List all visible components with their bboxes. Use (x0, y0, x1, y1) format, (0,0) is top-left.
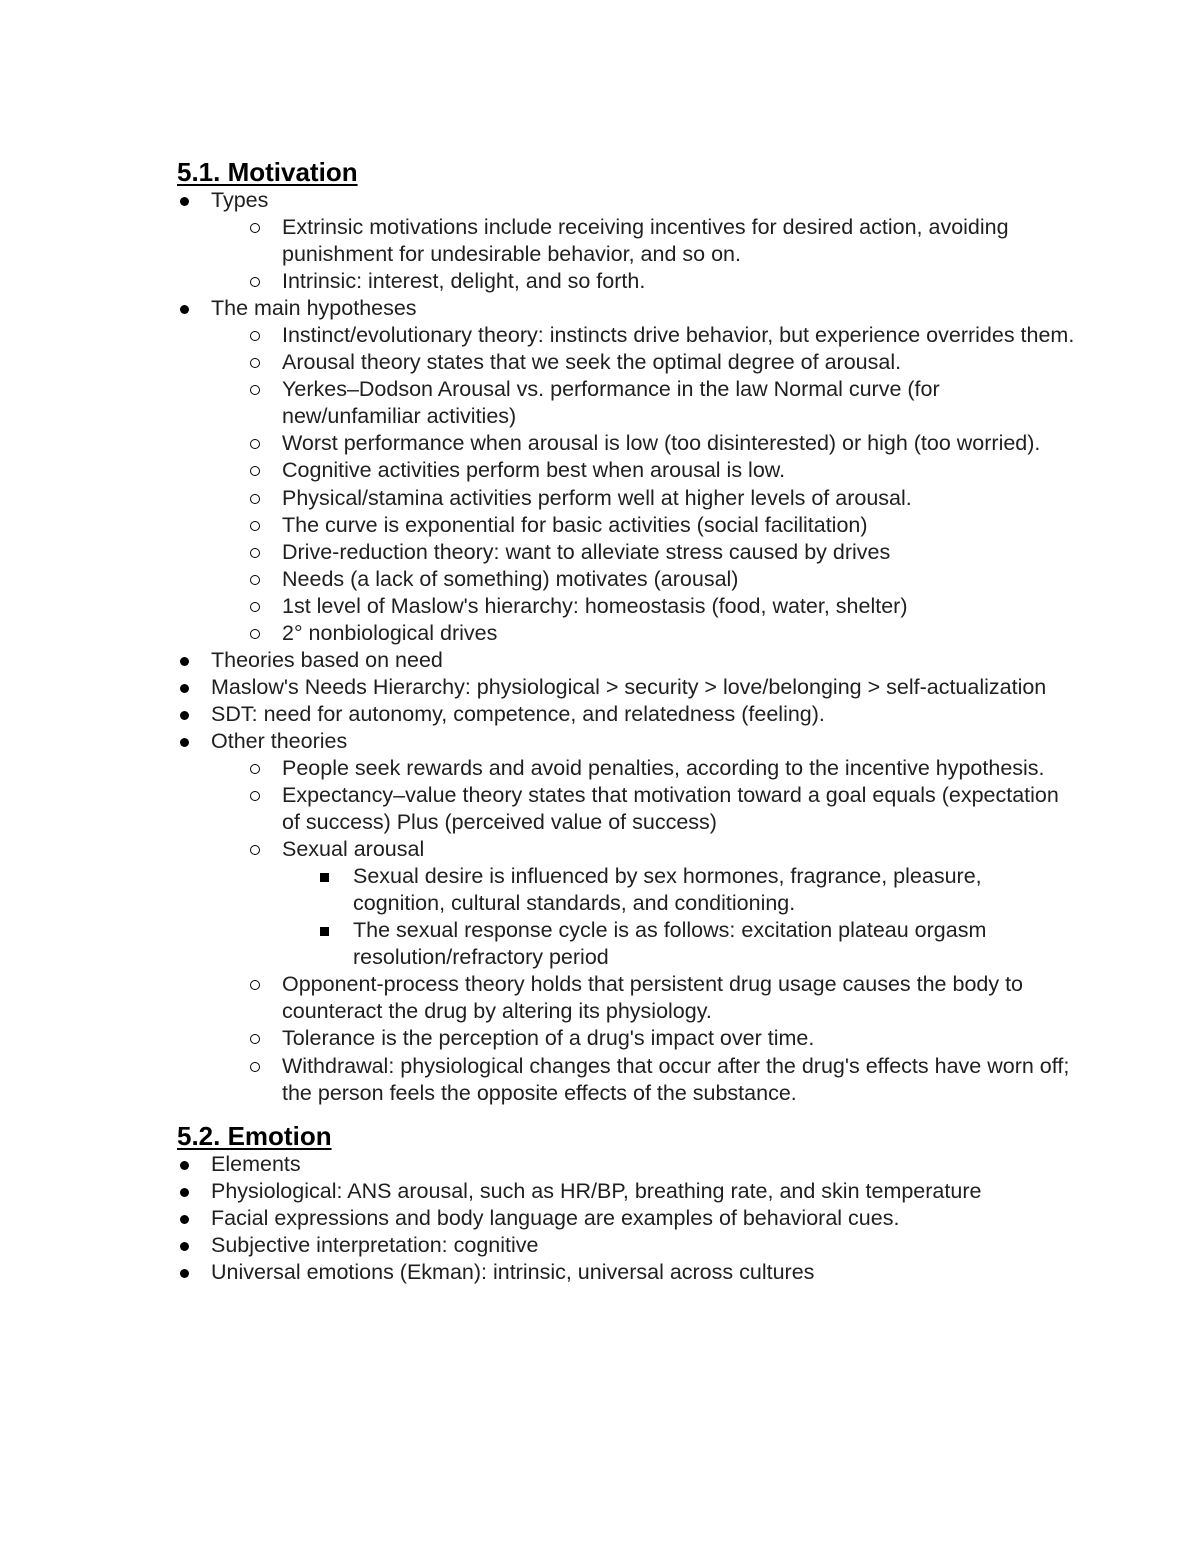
list-item: Needs (a lack of something) motivates (arousal) (177, 566, 1077, 593)
bullet-circle-icon (250, 223, 260, 233)
section-emotion (177, 1121, 1077, 1286)
bullet-circle-icon (250, 1062, 260, 1072)
bullet-circle-icon (250, 331, 260, 341)
list-item: Withdrawal: physiological changes that occur after the drug's effects have worn off; the person feels the opposite effects of the substance. (177, 1053, 1077, 1107)
bullet-disc-icon (180, 1161, 189, 1170)
bullet-circle-icon (250, 439, 260, 449)
bullet-disc-icon (180, 1188, 189, 1197)
bullet-square-icon (320, 873, 329, 882)
document-content (177, 157, 1077, 1286)
list-item: Physiological: ANS arousal, such as HR/BP, breathing rate, and skin temperature (177, 1178, 1077, 1205)
list-item: Elements (177, 1151, 1077, 1178)
list-item: Physical/stamina activities perform well at higher levels of arousal. (177, 485, 1077, 512)
list-item: Tolerance is the perception of a drug's impact over time. (177, 1025, 1077, 1052)
list-item: Expectancy–value theory states that motivation toward a goal equals (expectation of success) Plus (perceived value of success) (177, 782, 1077, 836)
list-item: Yerkes–Dodson Arousal vs. performance in the law Normal curve (for new/unfamiliar activities) (177, 376, 1077, 430)
bullet-circle-icon (250, 358, 260, 368)
bullet-circle-icon (250, 277, 260, 287)
bullet-circle-icon (250, 548, 260, 558)
section-motivation (177, 157, 1077, 1107)
bullet-circle-icon (250, 791, 260, 801)
section-heading: 5.2. Emotion (177, 1120, 332, 1151)
bullet-disc-icon (180, 738, 189, 747)
bullet-disc-icon (180, 1215, 189, 1224)
bullet-circle-icon (250, 521, 260, 531)
bullet-circle-icon (250, 494, 260, 504)
list-item: Intrinsic: interest, delight, and so forth. (177, 268, 1077, 295)
section-heading: 5.1. Motivation (177, 157, 358, 187)
list-item: Facial expressions and body language are examples of behavioral cues. (177, 1205, 1077, 1232)
list-item: Sexual desire is influenced by sex hormones, fragrance, pleasure, cognition, cultural standards, and conditioning. (177, 863, 1077, 917)
bullet-circle-icon (250, 764, 260, 774)
bullet-disc-icon (180, 1242, 189, 1251)
bullet-circle-icon (250, 980, 260, 990)
list-item: Maslow's Needs Hierarchy: physiological > security > love/belonging > self-actualization (177, 674, 1077, 701)
bullet-circle-icon (250, 1034, 260, 1044)
bullet-disc-icon (180, 684, 189, 693)
bullet-circle-icon (250, 629, 260, 639)
list-item: 2° nonbiological drives (177, 620, 1077, 647)
bullet-disc-icon (180, 197, 189, 206)
list-item: Other theories (177, 728, 1077, 755)
list-item: Theories based on need (177, 647, 1077, 674)
list-item: Sexual arousal (177, 836, 1077, 863)
list-item: Instinct/evolutionary theory: instincts drive behavior, but experience overrides them. (177, 322, 1077, 349)
bullet-disc-icon (180, 657, 189, 666)
list-item: Subjective interpretation: cognitive (177, 1232, 1077, 1259)
bullet-circle-icon (250, 602, 260, 612)
list-item: Drive-reduction theory: want to alleviate stress caused by drives (177, 539, 1077, 566)
list-item: SDT: need for autonomy, competence, and relatedness (feeling). (177, 701, 1077, 728)
list-item: Types (177, 187, 1077, 214)
bullet-disc-icon (180, 305, 189, 314)
bullet-square-icon (320, 927, 329, 936)
list-item: People seek rewards and avoid penalties, according to the incentive hypothesis. (177, 755, 1077, 782)
list-item: Cognitive activities perform best when arousal is low. (177, 457, 1077, 484)
list-item: Extrinsic motivations include receiving incentives for desired action, avoiding punishment for undesirable behavior, and so on. (177, 214, 1077, 268)
list-item: Universal emotions (Ekman): intrinsic, universal across cultures (177, 1259, 1077, 1286)
list-item: Worst performance when arousal is low (too disinterested) or high (too worried). (177, 430, 1077, 457)
list-item: The main hypotheses (177, 295, 1077, 322)
emotion-list (177, 1151, 1077, 1286)
motivation-list (177, 187, 1077, 1107)
bullet-circle-icon (250, 385, 260, 395)
bullet-circle-icon (250, 466, 260, 476)
list-item: 1st level of Maslow's hierarchy: homeostasis (food, water, shelter) (177, 593, 1077, 620)
bullet-circle-icon (250, 575, 260, 585)
list-item: The sexual response cycle is as follows: excitation plateau orgasm resolution/refractory period (177, 917, 1077, 971)
list-item: The curve is exponential for basic activities (social facilitation) (177, 512, 1077, 539)
bullet-disc-icon (180, 1269, 189, 1278)
bullet-circle-icon (250, 845, 260, 855)
list-item: Opponent-process theory holds that persistent drug usage causes the body to counteract the drug by altering its physiology. (177, 971, 1077, 1025)
list-item: Arousal theory states that we seek the optimal degree of arousal. (177, 349, 1077, 376)
bullet-disc-icon (180, 711, 189, 720)
